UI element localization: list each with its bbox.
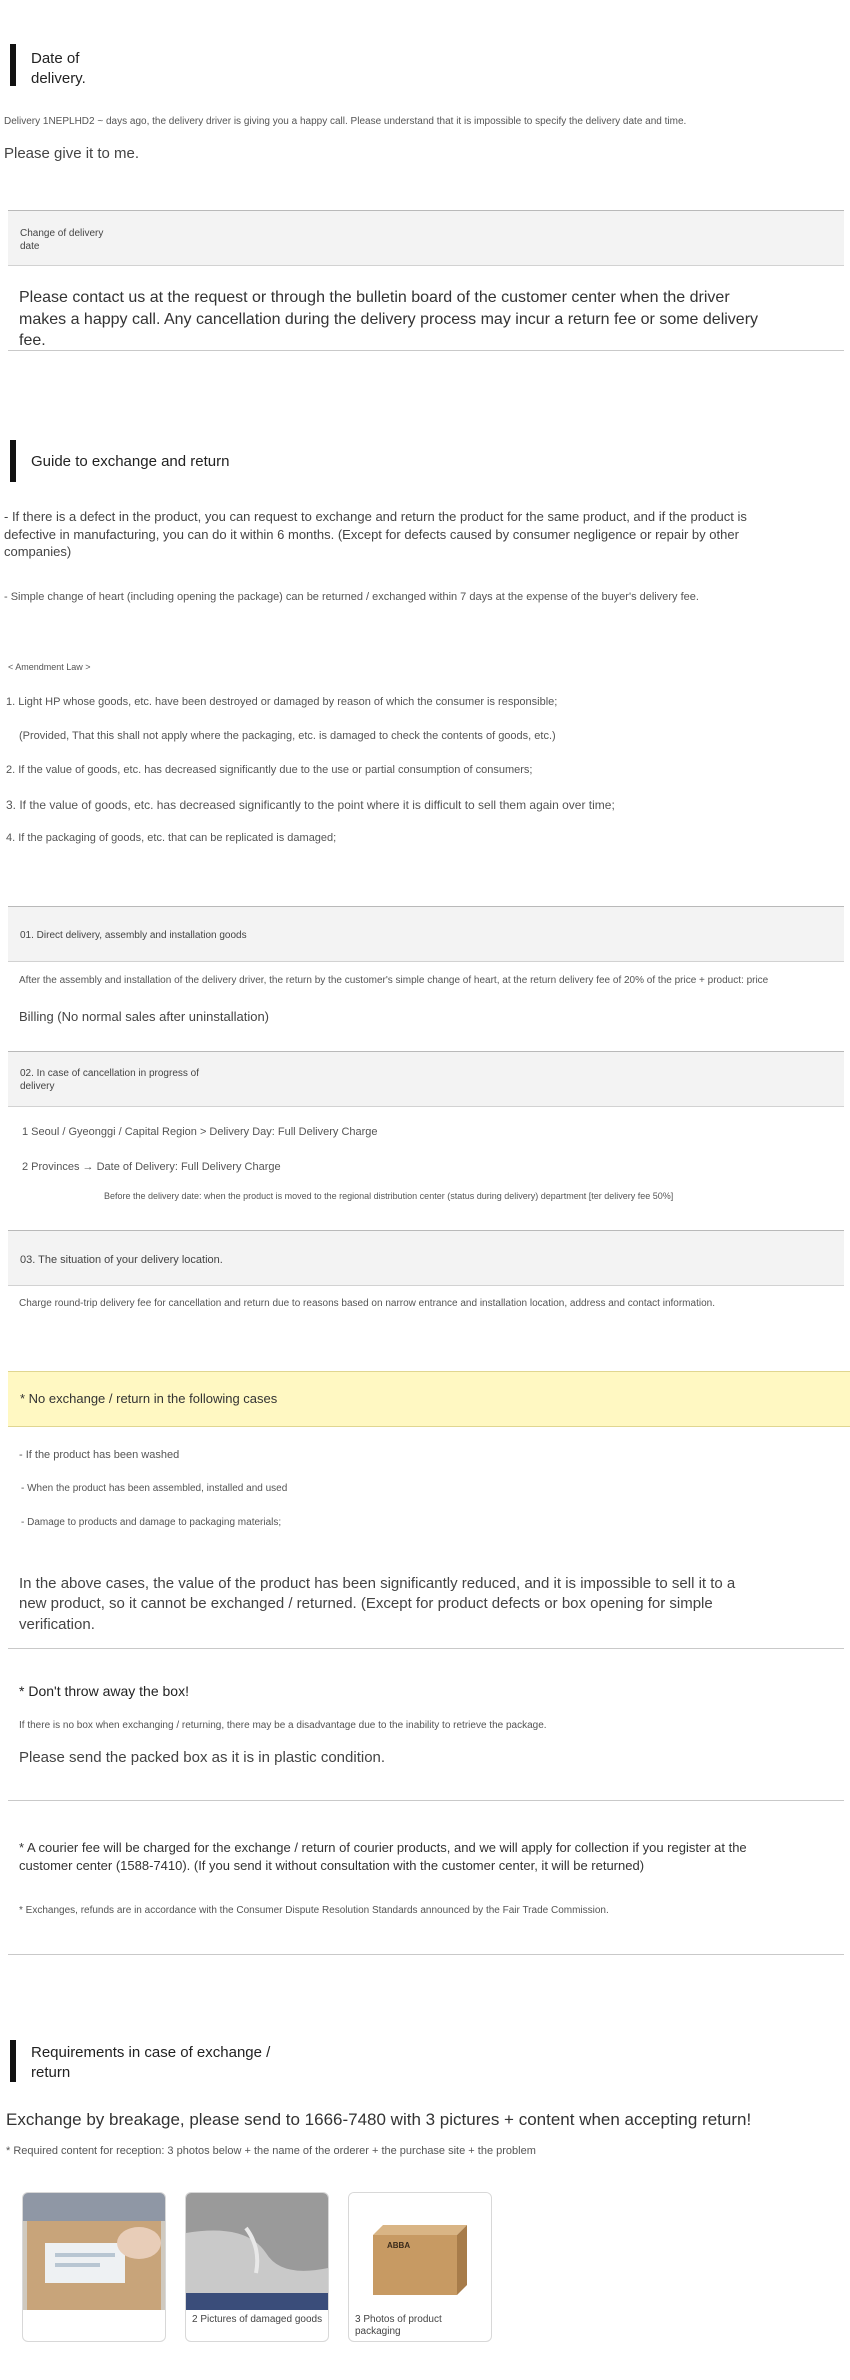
change-delivery-header-text bbox=[20, 227, 103, 253]
requirements-required: * Required content for reception: 3 photos below + the name of the orderer + the purchase site + the problem bbox=[6, 2145, 536, 2157]
location-header-text: 03. The situation of your delivery location. bbox=[20, 1254, 223, 1266]
cancel-item: 2 Provinces → Date of Delivery: Full Delivery Charge bbox=[22, 1161, 281, 1173]
requirements-title-line2: return bbox=[31, 2064, 71, 2081]
divider bbox=[8, 350, 844, 351]
law-item: 3. If the value of goods, etc. has decreased significantly to the point where it is difficult to sell them again over time; bbox=[6, 798, 615, 812]
no-exchange-item: - When the product has been assembled, installed and used bbox=[21, 1483, 288, 1494]
guide-defect-text: - If there is a defect in the product, you can request to exchange and return the product for the same product, and if the product is defective in manufacturing, you can do it within 6 months. (Except for defects caused by consumer negligence or repair by other companies) bbox=[4, 509, 747, 560]
box-with-label-image bbox=[23, 2193, 165, 2310]
delivery-request: Please give it to me. bbox=[4, 145, 140, 162]
no-exchange-header bbox=[8, 1371, 850, 1427]
guide-title: Guide to exchange and return bbox=[31, 453, 230, 470]
photo-card-damaged-goods bbox=[185, 2192, 329, 2342]
cancel-item: 1 Seoul / Gyeonggi / Capital Region > Delivery Day: Full Delivery Charge bbox=[22, 1126, 378, 1138]
no-exchange-header-text: * No exchange / return in the following cases bbox=[20, 1391, 278, 1406]
no-exchange-summary: In the above cases, the value of the product has been significantly reduced, and it is impossible to sell it to a new product, so it cannot be exchanged / returned. (Except for product defects or box opening for simple verification. bbox=[19, 1575, 736, 1633]
law-item: 4. If the packaging of goods, etc. that can be replicated is damaged; bbox=[6, 832, 337, 844]
direct-delivery-header bbox=[8, 906, 844, 962]
cancel-header-line1: 02. In case of cancellation in progress of bbox=[20, 1068, 199, 1079]
delivery-title-line2: delivery. bbox=[31, 70, 86, 87]
cancel-header bbox=[8, 1051, 844, 1107]
cancel-header-line2: delivery bbox=[20, 1081, 55, 1092]
divider bbox=[8, 1648, 844, 1649]
law-item: 1. Light HP whose goods, etc. have been destroyed or damaged by reason of which the consumer is responsible; bbox=[6, 696, 558, 708]
delivery-title-line1: Date of bbox=[31, 50, 80, 67]
guide-simple-change: - Simple change of heart (including opening the package) can be returned / exchanged within 7 days at the expense of the buyer's delivery fee. bbox=[4, 591, 699, 603]
change-delivery-header bbox=[8, 210, 844, 266]
photo-caption: 3 Photos of product packaging bbox=[355, 2314, 442, 2337]
section-marker bbox=[10, 2040, 16, 2082]
box-send: Please send the packed box as it is in plastic condition. bbox=[19, 1749, 386, 1766]
section-marker bbox=[10, 44, 16, 86]
change-header-line2: date bbox=[20, 241, 40, 252]
section-marker bbox=[10, 440, 16, 482]
cancel-note: Before the delivery date: when the product is moved to the regional distribution center (status during delivery) department [ter delivery fee 50%] bbox=[104, 1191, 674, 1201]
no-exchange-item: - Damage to products and damage to packaging materials; bbox=[21, 1517, 282, 1528]
courier-note: * Exchanges, refunds are in accordance with the Consumer Dispute Resolution Standards announced by the Fair Trade Commission. bbox=[19, 1905, 609, 1916]
box-title: * Don't throw away the box! bbox=[19, 1683, 189, 1699]
divider bbox=[8, 1800, 844, 1801]
location-text: Charge round-trip delivery fee for cancellation and return due to reasons based on narrow entrance and installation location, address and contact information. bbox=[19, 1298, 715, 1309]
photo-card-packaging bbox=[348, 2192, 492, 2342]
delivery-note: Delivery 1NEPLHD2 ~ days ago, the delivery driver is giving you a happy call. Please understand that it is impossible to specify the delivery date and time. bbox=[4, 116, 687, 127]
courier-text: * A courier fee will be charged for the exchange / return of courier products, and we will apply for collection if you register at the customer center (1588-7410). (If you send it without consultation with the customer center, it will be returned) bbox=[19, 1840, 747, 1873]
divider bbox=[8, 1954, 844, 1955]
change-delivery-text: Please contact us at the request or through the bulletin board of the customer center when the driver makes a happy call. Any cancellation during the delivery process may incur a return fee or some delivery fee. bbox=[19, 289, 759, 350]
photo-caption: 2 Pictures of damaged goods bbox=[192, 2314, 323, 2325]
box-text: If there is no box when exchanging / returning, there may be a disadvantage due to the inability to retrieve the package. bbox=[19, 1720, 547, 1731]
direct-delivery-header-text: 01. Direct delivery, assembly and installation goods bbox=[20, 930, 247, 941]
location-header bbox=[8, 1230, 844, 1286]
requirements-title bbox=[31, 2043, 270, 2083]
cancel-header-text bbox=[20, 1067, 199, 1093]
amendment-label: < Amendment Law > bbox=[8, 662, 91, 672]
product-packaging-image bbox=[349, 2193, 491, 2310]
box-label: ABBA bbox=[387, 2241, 411, 2250]
photo-card-box-label bbox=[22, 2192, 166, 2342]
requirements-headline: Exchange by breakage, please send to 1666-7480 with 3 pictures + content when accepting return! bbox=[6, 2110, 752, 2129]
law-item: 2. If the value of goods, etc. has decreased significantly due to the use or partial consumption of consumers; bbox=[6, 764, 533, 776]
change-header-line1: Change of delivery bbox=[20, 228, 104, 239]
no-exchange-item: - If the product has been washed bbox=[19, 1449, 180, 1461]
direct-delivery-text: After the assembly and installation of the delivery driver, the return by the customer's simple change of heart, at the return delivery fee of 20% of the price + product: price bbox=[19, 975, 769, 986]
delivery-title bbox=[31, 49, 86, 89]
requirements-title-line1: Requirements in case of exchange / bbox=[31, 2044, 271, 2061]
law-item: (Provided, That this shall not apply where the packaging, etc. is damaged to check the contents of goods, etc.) bbox=[19, 730, 556, 742]
damaged-goods-image bbox=[186, 2193, 328, 2310]
direct-delivery-billing: Billing (No normal sales after uninstallation) bbox=[19, 1009, 270, 1024]
